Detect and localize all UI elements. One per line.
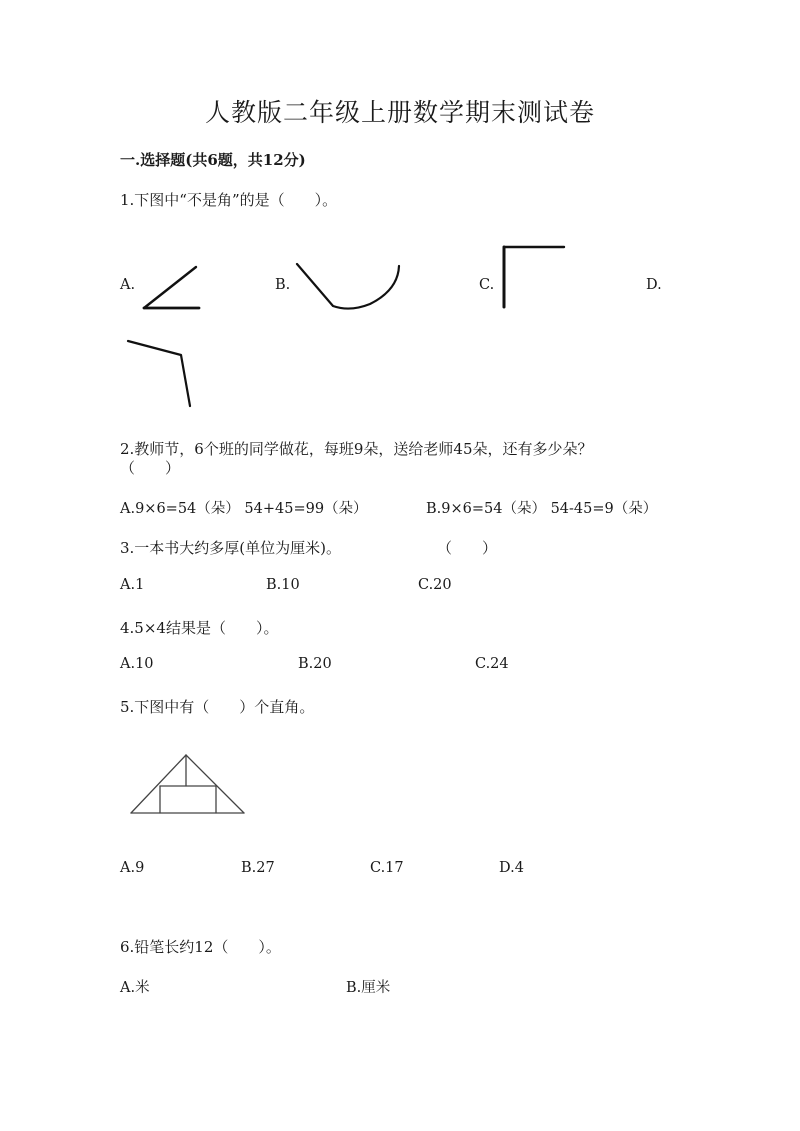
question-2-option-a[interactable]: A.9×6=54（朵） 54+45=99（朵） <box>120 501 368 517</box>
question-4-option-b[interactable]: B.20 <box>298 656 332 672</box>
question-5-option-a[interactable]: A.9 <box>120 860 145 876</box>
question-4-option-a[interactable]: A.10 <box>120 656 154 672</box>
question-3-option-b[interactable]: B.10 <box>266 577 300 593</box>
question-4-option-c[interactable]: C.24 <box>475 656 509 672</box>
question-2-stem: 2.教师节，6个班的同学做花，每班9朵，送给老师45朵，还有多少朵？ <box>120 440 593 458</box>
question-6-stem: 6.铅笔长约12（ ）。 <box>120 938 281 956</box>
question-3-paren: （ ） <box>437 539 498 557</box>
question-1-option-b[interactable]: B. <box>275 277 291 293</box>
question-1-option-d[interactable]: D. <box>646 277 662 293</box>
question-5-option-c[interactable]: C.17 <box>370 860 404 876</box>
question-3-option-c[interactable]: C.20 <box>418 577 452 593</box>
question-5-option-d[interactable]: D.4 <box>499 860 524 876</box>
question-2-option-b[interactable]: B.9×6=54（朵） 54-45=9（朵） <box>426 501 658 517</box>
section-heading: 一.选择题(共6题，共12分) <box>120 151 306 169</box>
question-5-stem: 5.下图中有（ ）个直角。 <box>120 698 315 716</box>
question-5-option-b[interactable]: B.27 <box>241 860 275 876</box>
question-1-option-a[interactable]: A. <box>120 277 136 293</box>
question-3-option-a[interactable]: A.1 <box>120 577 145 593</box>
question-1-stem: 1.下图中“不是角”的是（ ）。 <box>120 191 338 209</box>
question-3-stem: 3.一本书大约多厚(单位为厘米)。 <box>120 539 342 557</box>
question-4-stem: 4.5×4结果是（ ）。 <box>120 619 279 637</box>
question-6-option-b[interactable]: B.厘米 <box>346 980 391 996</box>
question-2-paren: （ ） <box>120 459 181 477</box>
page-title: 人教版二年级上册数学期末测试卷 <box>204 98 595 127</box>
question-1-option-c[interactable]: C. <box>479 277 495 293</box>
question-6-option-a[interactable]: A.米 <box>120 980 150 996</box>
